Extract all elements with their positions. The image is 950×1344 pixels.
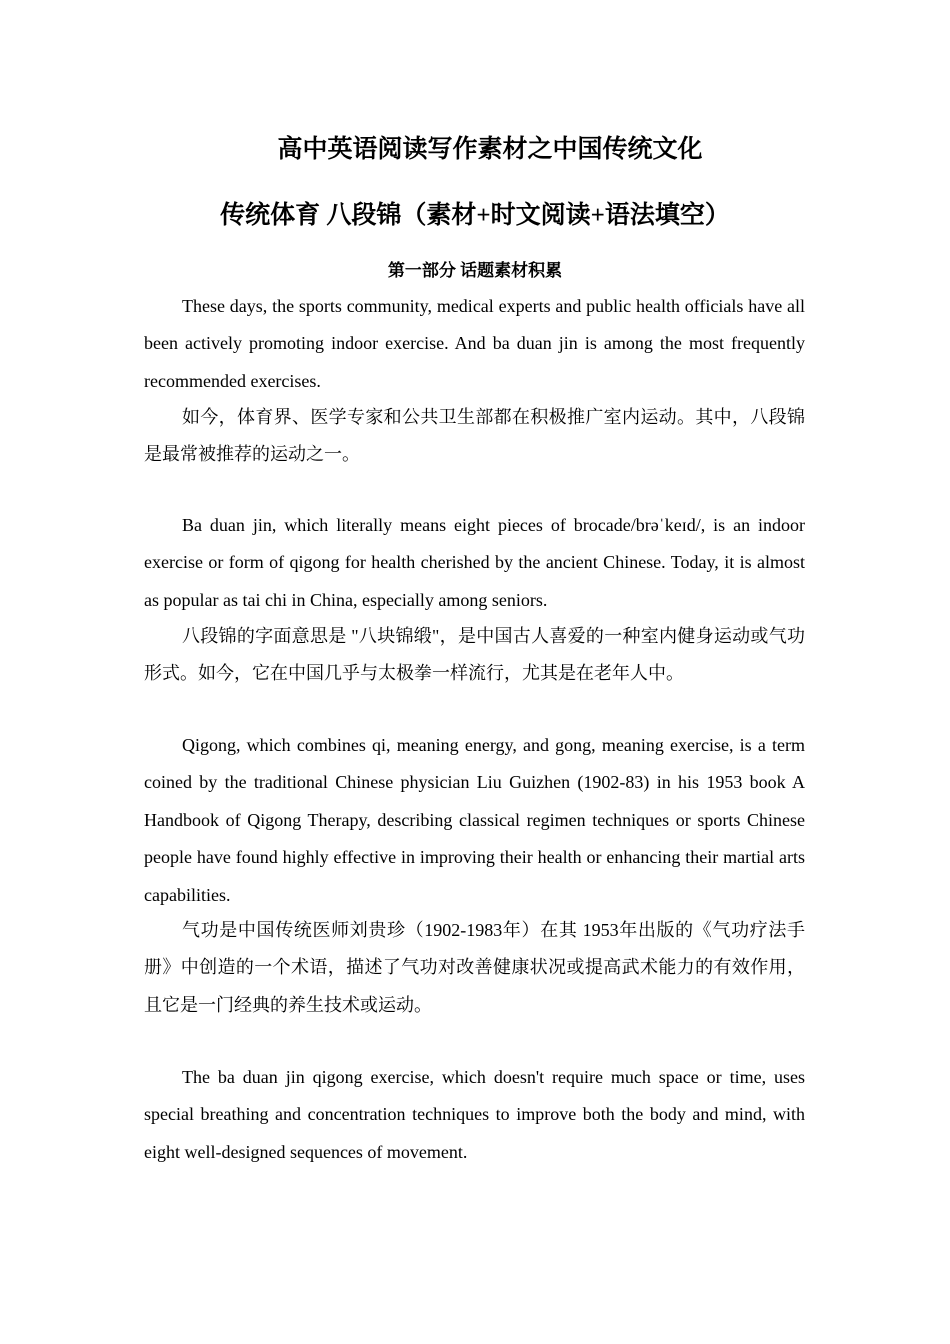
paragraph-english-1: These days, the sports community, medical experts and public health officials have all been actively promoting indoor exercise. And ba duan jin is among the most frequently recommended exercises. — [144, 296, 805, 391]
document-subtitle: 传统体育 八段锦（素材+时文阅读+语法填空） — [220, 202, 730, 229]
paragraph-chinese-2: 八段锦的字面意思是 "八块锦缎"，是中国古人喜爱的一种室内健身运动或气功形式。如今，它在中国几乎与太极拳一样流行，尤其是在老年人中。 — [144, 626, 805, 684]
paragraph-english-3: Qigong, which combines qi, meaning energy, and gong, meaning exercise, is a term coined by the traditional Chinese physician Liu Guizhen (1902-83) in his 1953 book A Handbook of Qigong Therapy, describing classical regimen techniques or sports Chinese people have found highly effective in improving their health or enhancing their martial arts capabilities. — [144, 735, 805, 905]
paragraph-english-2: Ba duan jin, which literally means eight pieces of brocade/brəˈkeɪd/, is an indoor exercise or form of qigong for health cherished by the ancient Chinese. Today, it is almost as popular as tai chi in China, especially among seniors. — [144, 515, 805, 610]
paragraph-english-4: The ba duan jin qigong exercise, which doesn't require much space or time, uses special breathing and concentration techniques to improve both the body and mind, with eight well-designed sequences of movement. — [144, 1067, 805, 1162]
document-title: 高中英语阅读写作素材之中国传统文化 — [277, 136, 703, 163]
paragraph-chinese-1: 如今，体育界、医学专家和公共卫生部都在积极推广室内运动。其中，八段锦是最常被推荐的运动之一。 — [144, 407, 805, 465]
paragraph-chinese-3: 气功是中国传统医师刘贵珍（1902-1983年）在其 1953年出版的《气功疗法手册》中创造的一个术语，描述了气功对改善健康状况或提高武术能力的有效作用，且它是一门经典的养生技术或运动。 — [144, 920, 805, 1015]
section-heading: 第一部分 话题素材积累 — [387, 261, 563, 280]
